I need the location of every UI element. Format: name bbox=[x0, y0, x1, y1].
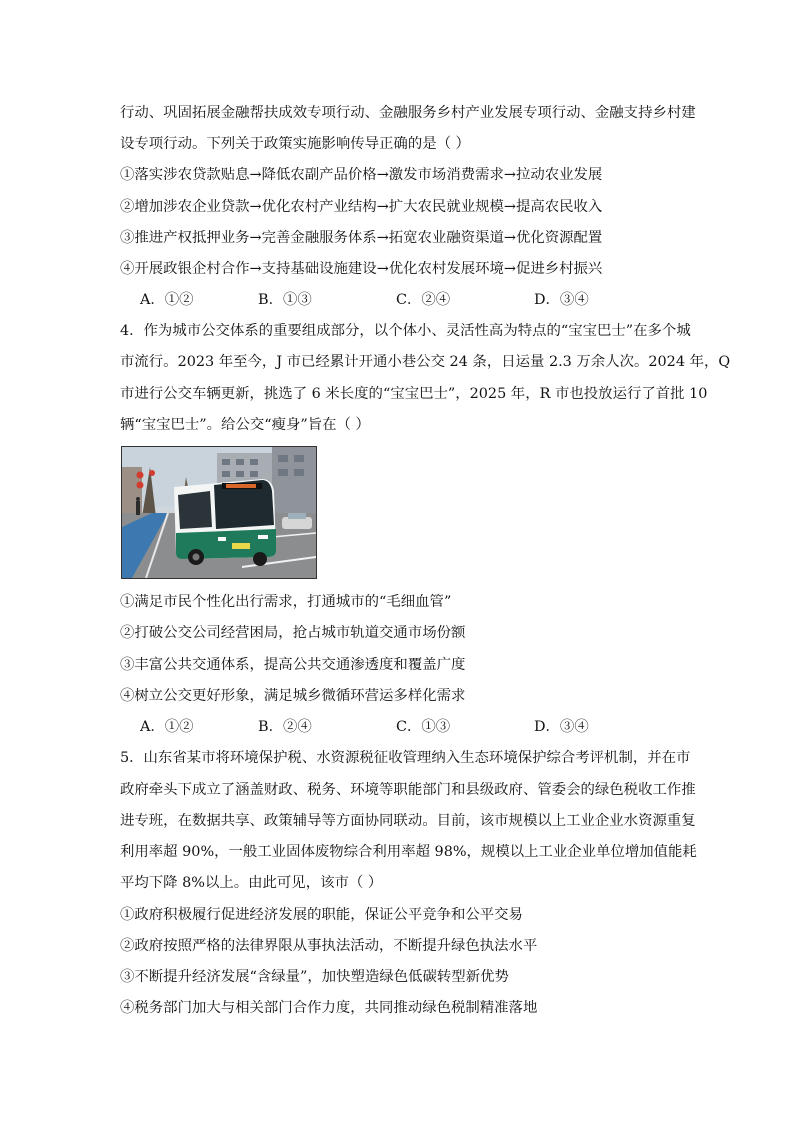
q4-option-d[interactable]: D．③④ bbox=[534, 719, 589, 735]
q4-stem-line-2: 市流行。2023 年至今，J 市已经累计开通小巷公交 24 条，日运量 2.3 万余人次。2024 年，Q bbox=[120, 354, 731, 370]
q4-item-3: ③丰富公共交通体系，提高公共交通渗透度和覆盖广度 bbox=[120, 657, 466, 673]
q4-stem-line-1: 4．作为城市公交体系的重要组成部分，以个体小、灵活性高为特点的“宝宝巴士”在多个城 bbox=[120, 323, 691, 339]
q4-item-4: ④树立公交更好形象，满足城乡微循环营运多样化需求 bbox=[120, 688, 466, 704]
q3-option-a[interactable]: A．①② bbox=[140, 292, 194, 308]
q3-option-c[interactable]: C．②④ bbox=[396, 292, 451, 308]
bus-photo bbox=[121, 446, 317, 579]
q4-option-a[interactable]: A．①② bbox=[140, 719, 194, 735]
q3-option-b[interactable]: B．①③ bbox=[258, 292, 312, 308]
q5-stem-line-2: 政府牵头下成立了涵盖财政、税务、环境等职能部门和县级政府、管委会的绿色税收工作推 bbox=[120, 782, 696, 798]
q3-stem-line-1: 行动、巩固拓展金融帮扶成效专项行动、金融服务乡村产业发展专项行动、金融支持乡村建 bbox=[120, 105, 696, 121]
q4-option-c[interactable]: C．①③ bbox=[396, 719, 451, 735]
q4-stem-line-4: 辆“宝宝巴士”。给公交“瘦身”旨在（ ） bbox=[120, 417, 370, 433]
q4-item-1: ①满足市民个性化出行需求，打通城市的“毛细血管” bbox=[120, 594, 452, 610]
q3-item-1: ①落实涉农贷款贴息→降低农副产品价格→激发市场消费需求→拉动农业发展 bbox=[120, 167, 603, 183]
q5-stem-line-4: 利用率超 90%，一般工业固体废物综合利用率超 98%，规模以上工业企业单位增加值能耗 bbox=[120, 844, 697, 860]
q5-stem-line-5: 平均下降 8%以上。由此可见，该市（ ） bbox=[120, 875, 383, 891]
q5-item-1: ①政府积极履行促进经济发展的职能，保证公平竞争和公平交易 bbox=[120, 907, 523, 923]
q5-stem-line-3: 进专班，在数据共享、政策辅导等方面协同联动。目前，该市规模以上工业企业水资源重复 bbox=[120, 813, 696, 829]
q5-item-4: ④税务部门加大与相关部门合作力度，共同推动绿色税制精准落地 bbox=[120, 1000, 538, 1016]
q4-stem-line-3: 市进行公交车辆更新，挑选了 6 米长度的“宝宝巴士”，2025 年，R 市也投放运行了首批 10 bbox=[120, 386, 708, 402]
q4-option-b[interactable]: B．②④ bbox=[258, 719, 312, 735]
q5-stem-line-1: 5．山东省某市将环境保护税、水资源税征收管理纳入生态环境保护综合考评机制，并在市 bbox=[120, 750, 691, 766]
q5-item-2: ②政府按照严格的法律界限从事执法活动，不断提升绿色执法水平 bbox=[120, 938, 538, 954]
q4-item-2: ②打破公交公司经营困局，抢占城市轨道交通市场份额 bbox=[120, 625, 466, 641]
q3-stem-line-2: 设专项行动。下列关于政策实施影响传导正确的是（ ） bbox=[120, 136, 470, 152]
q3-item-4: ④开展政银企村合作→支持基础设施建设→优化农村发展环境→促进乡村振兴 bbox=[120, 261, 603, 277]
q3-option-d[interactable]: D．③④ bbox=[534, 292, 589, 308]
q3-item-2: ②增加涉农企业贷款→优化农村产业结构→扩大农民就业规模→提高农民收入 bbox=[120, 199, 603, 215]
q3-item-3: ③推进产权抵押业务→完善金融服务体系→拓宽农业融资渠道→优化资源配置 bbox=[120, 230, 603, 246]
q5-item-3: ③不断提升经济发展“含绿量”，加快塑造绿色低碳转型新优势 bbox=[120, 969, 509, 985]
